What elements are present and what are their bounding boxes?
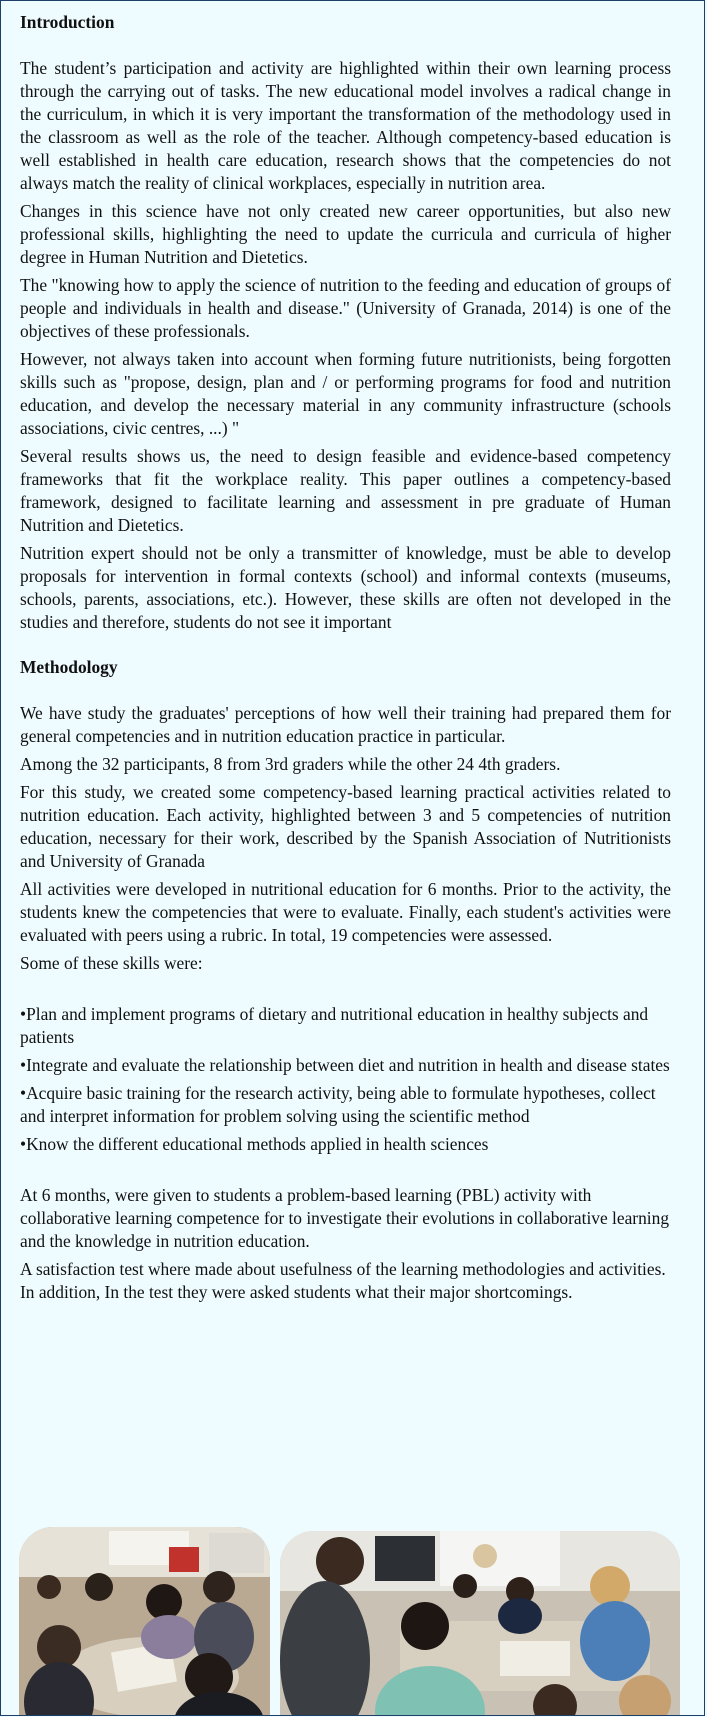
methodology-heading: Methodology (20, 657, 118, 677)
skill-item: •Integrate and evaluate the relationship between diet and nutrition in health and disease states (20, 1055, 670, 1075)
method-paragraph: Among the 32 participants, 8 from 3rd graders while the other 24 4th graders. (20, 754, 561, 774)
intro-paragraph: Several results shows us, the need to design feasible and evidence-based competency frameworks that fit the workplace reality. This paper outlines a competency-based framework, designed to facilitate learning and assessment in pre graduate of Human Nutrition and Dietetics. (20, 446, 671, 535)
introduction-heading: Introduction (20, 12, 115, 32)
classroom-group-photo-icon (19, 1527, 270, 1716)
spacer (20, 980, 671, 1003)
skill-item: •Acquire basic training for the research activity, being able to formulate hypotheses, collect and interpret information for problem solving using the scientific method (20, 1083, 656, 1126)
intro-paragraph: However, not always taken into account when forming future nutritionists, being forgotten skills such as "propose, design, plan and / or performing programs for food and nutrition education, and develop the necessary material in any community infrastructure (schools associations, civic centres, ...) " (20, 349, 671, 438)
skill-item: •Plan and implement programs of dietary and nutritional education in healthy subjects and patients (20, 1004, 649, 1047)
closing-paragraph: At 6 months, were given to students a problem-based learning (PBL) activity with collaborative learning competence for to investigate their evolutions in collaborative learning and the knowledge in nutrition education. (20, 1185, 670, 1251)
photo-row (19, 1527, 679, 1716)
intro-paragraph: The student’s participation and activity are highlighted within their own learning process through the carrying out of tasks. The new educational model involves a radical change in the curriculum, in which it is very important the transformation of the methodology used in the classroom as well as the role of the teacher. Although competency-based education is well established in health care education, research shows that the competencies do not always match the reality of clinical workplaces, especially in nutrition area. (20, 58, 671, 193)
intro-paragraph: The "knowing how to apply the science of nutrition to the feeding and education of groups of people and individuals in health and disease." (University of Granada, 2014) is one of the objectives of these professionals. (20, 275, 671, 341)
method-paragraph: All activities were developed in nutritional education for 6 months. Prior to the activity, the students knew the competencies that were to evaluate. Finally, each student's activities were evaluated with peers using a rubric. In total, 19 competencies were assessed. (20, 879, 671, 945)
spacer (20, 1161, 671, 1184)
method-paragraph: Some of these skills were: (20, 953, 203, 973)
intro-paragraph: Nutrition expert should not be only a transmitter of knowledge, must be able to develop proposals for intervention in formal contexts (school) and informal contexts (museums, schools, parents, associations, etc.). However, these skills are often not developed in the studies and therefore, students do not see it important (20, 543, 671, 632)
students-working-photo-icon (280, 1531, 680, 1716)
intro-paragraph: Changes in this science have not only created new career opportunities, but also new professional skills, highlighting the need to update the curricula and curricula of higher degree in Human Nutrition and Dietetics. (20, 201, 671, 267)
closing-paragraph: A satisfaction test where made about usefulness of the learning methodologies and activities. In addition, In the test they were asked students what their major shortcomings. (20, 1259, 666, 1302)
text-column (20, 11, 671, 1309)
skill-item: •Know the different educational methods applied in health sciences (20, 1134, 489, 1154)
method-paragraph: For this study, we created some competency-based learning practical activities related to nutrition education. Each activity, highlighted between 3 and 5 competencies of nutrition education, necessary for their work, described by the Spanish Association of Nutritionists and University of Granada (20, 782, 671, 871)
method-paragraph: We have study the graduates' perceptions of how well their training had prepared them for general competencies and in nutrition education practice in particular. (20, 703, 671, 746)
